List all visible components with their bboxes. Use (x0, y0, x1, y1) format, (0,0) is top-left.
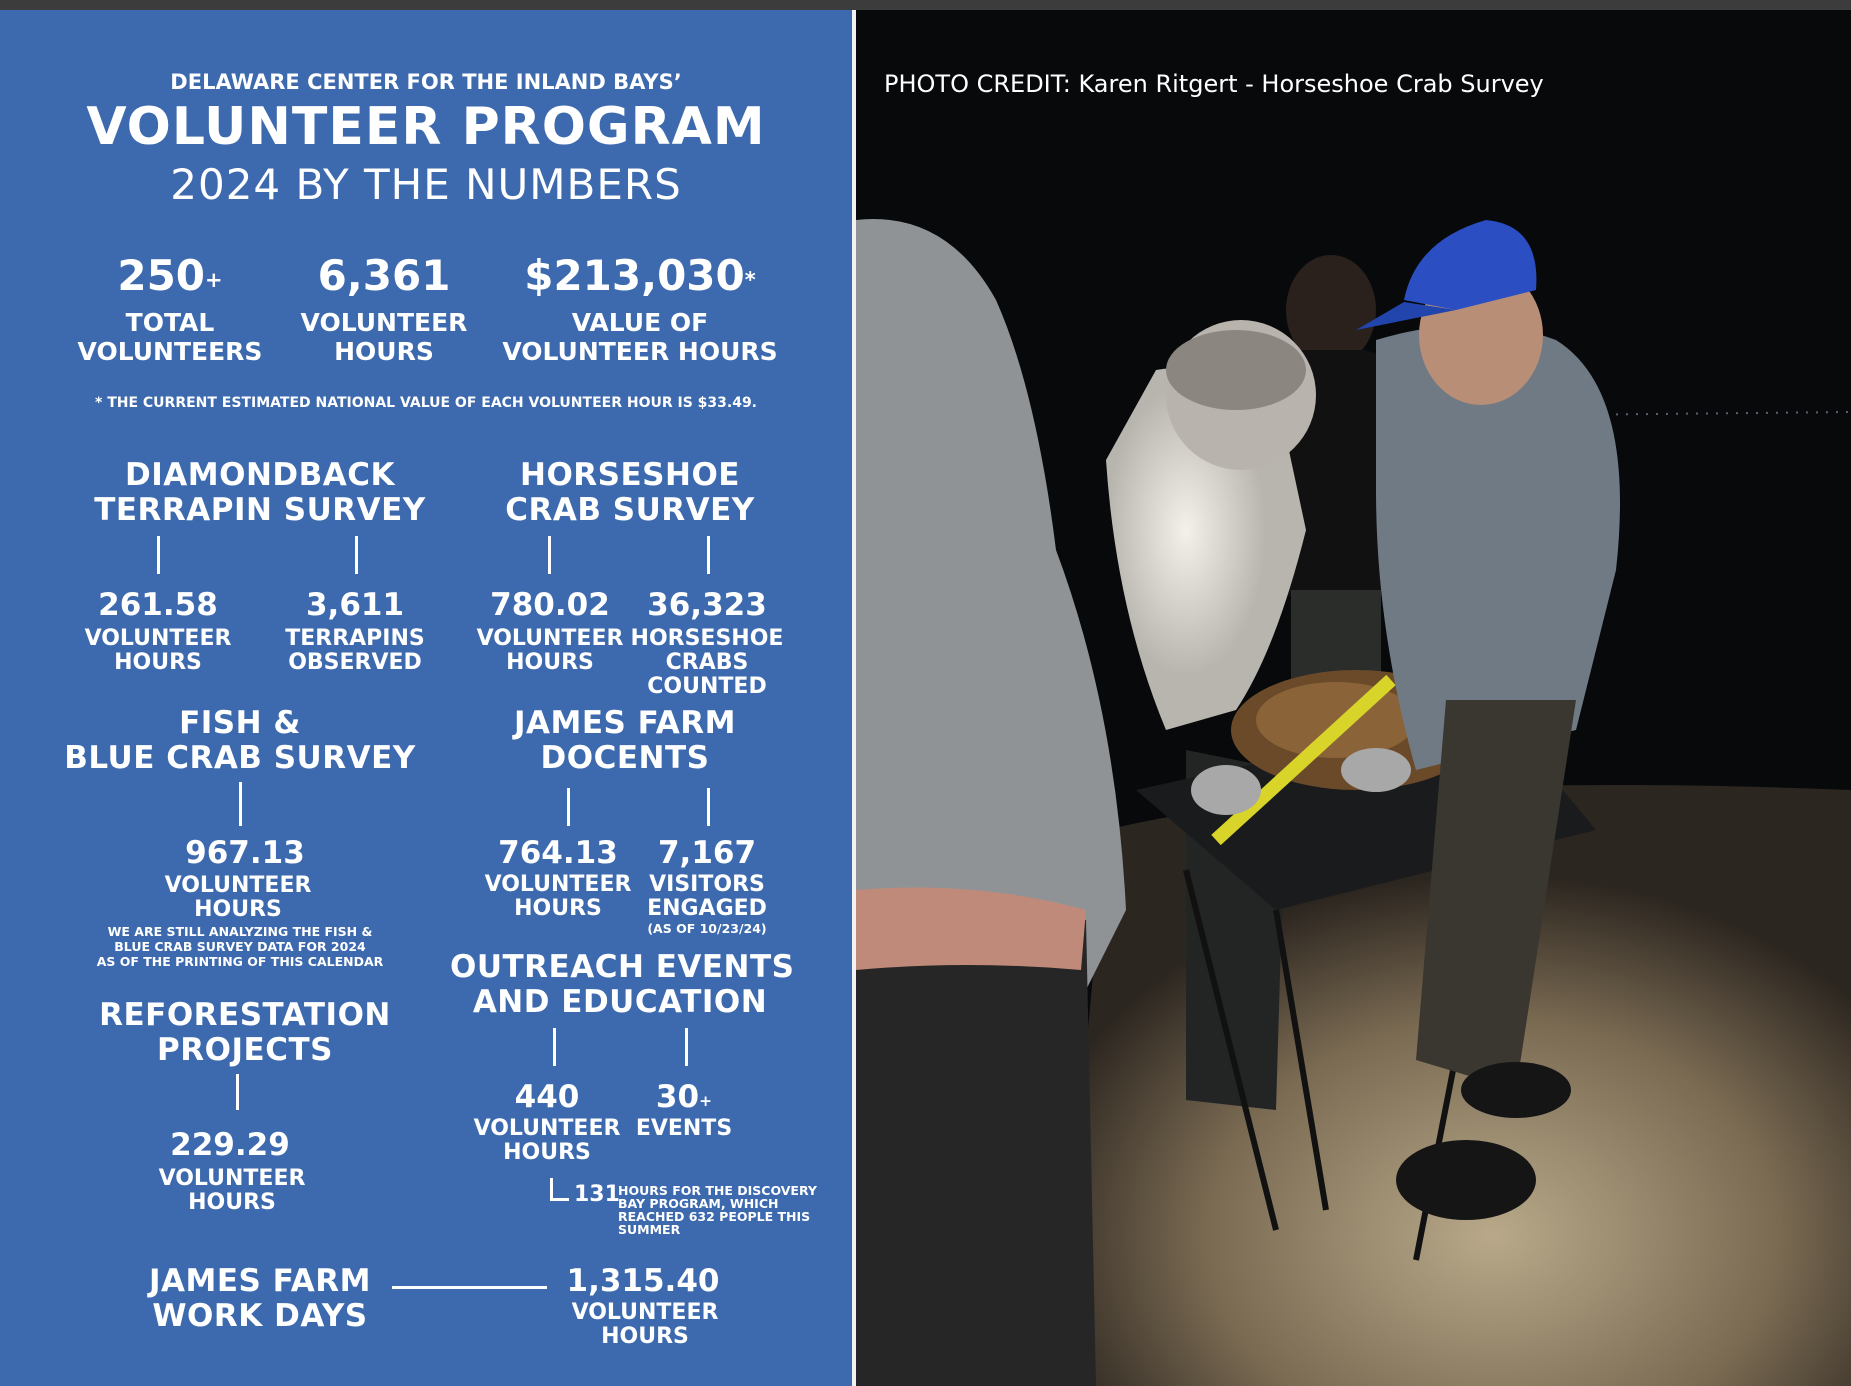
top-bar (0, 0, 1851, 10)
value-of-hours-value: $213,030* (524, 251, 756, 300)
reforestation-hours-value: 229.29 (170, 1127, 290, 1163)
visitors-engaged-note: (AS OF 10/23/24) (647, 921, 767, 936)
docents-title: JAMES FARM DOCENTS (514, 705, 736, 776)
connector-line (236, 1074, 239, 1110)
outreach-title: OUTREACH EVENTS AND EDUCATION (450, 949, 795, 1020)
connector-line (707, 536, 710, 574)
total-volunteers-value: 250+ (117, 251, 223, 300)
connector-line-horizontal (392, 1286, 547, 1289)
photo-credit: PHOTO CREDIT: Karen Ritgert - Horseshoe Crab Survey (884, 70, 1544, 98)
page-title: VOLUNTEER PROGRAM (86, 97, 766, 157)
fish-survey-title: FISH & BLUE CRAB SURVEY (64, 705, 416, 776)
work-days-label: VOLUNTEER HOURS (571, 1300, 719, 1349)
terrapin-hours-value: 261.58 (98, 587, 218, 623)
survey-photo (856, 10, 1851, 1386)
events-label: EVENTS (635, 1116, 733, 1141)
crabs-counted-label: HORSESHOE CRABS COUNTED (630, 626, 784, 699)
connector-line (685, 1028, 688, 1066)
outreach-hours-label: VOLUNTEER HOURS (473, 1116, 621, 1165)
events-value: 30+ (655, 1079, 713, 1115)
work-days-value: 1,315.40 (566, 1263, 720, 1299)
fish-survey-note: WE ARE STILL ANALYZING THE FISH & BLUE CRAB SURVEY DATA FOR 2024 AS OF THE PRINTING OF THIS CALENDAR (96, 924, 384, 969)
footnote: * THE CURRENT ESTIMATED NATIONAL VALUE OF EACH VOLUNTEER HOUR IS $33.49. (95, 395, 757, 411)
horseshoe-hours-label: VOLUNTEER HOURS (476, 626, 624, 675)
photo-illustration (856, 10, 1851, 1386)
work-days-title: JAMES FARM WORK DAYS (149, 1263, 371, 1334)
crabs-counted-value: 36,323 (647, 587, 767, 623)
discovery-bay-value: 131 (574, 1182, 620, 1207)
connector-line (553, 1028, 556, 1066)
value-of-hours-label: VALUE OF VOLUNTEER HOURS (502, 308, 778, 366)
horseshoe-survey-title: HORSESHOE CRAB SURVEY (505, 457, 755, 528)
org-name: DELAWARE CENTER FOR THE INLAND BAYS’ (170, 70, 682, 94)
visitors-engaged-label: VISITORS ENGAGED (647, 872, 767, 921)
elbow-connector (550, 1178, 569, 1201)
visitors-engaged-value: 7,167 (657, 835, 757, 871)
horseshoe-hours-value: 780.02 (490, 587, 610, 623)
fish-hours-label: VOLUNTEER HOURS (164, 873, 312, 922)
reforestation-title: REFORESTATION PROJECTS (99, 997, 391, 1068)
outreach-hours-value: 440 (514, 1079, 580, 1115)
volunteer-hours-label: VOLUNTEER HOURS (300, 308, 468, 366)
connector-line (157, 536, 160, 574)
connector-line (707, 788, 710, 826)
total-volunteers-label: TOTAL VOLUNTEERS (77, 308, 263, 366)
page-subtitle: 2024 BY THE NUMBERS (170, 160, 682, 209)
terrapins-observed-value: 3,611 (305, 587, 405, 623)
discovery-bay-note: HOURS FOR THE DISCOVERY BAY PROGRAM, WHICH REACHED 632 PEOPLE THIS SUMMER (618, 1183, 817, 1237)
docents-hours-value: 764.13 (498, 835, 618, 871)
connector-line (239, 782, 242, 826)
docents-hours-label: VOLUNTEER HOURS (484, 872, 632, 921)
terrapin-hours-label: VOLUNTEER HOURS (84, 626, 232, 675)
volunteer-hours-value: 6,361 (317, 251, 451, 300)
stats-panel (0, 10, 852, 1386)
connector-line (567, 788, 570, 826)
reforestation-hours-label: VOLUNTEER HOURS (158, 1166, 306, 1215)
fish-hours-value: 967.13 (185, 835, 305, 871)
terrapins-observed-label: TERRAPINS OBSERVED (285, 626, 425, 675)
connector-line (355, 536, 358, 574)
terrapin-survey-title: DIAMONDBACK TERRAPIN SURVEY (94, 457, 426, 528)
connector-line (548, 536, 551, 574)
